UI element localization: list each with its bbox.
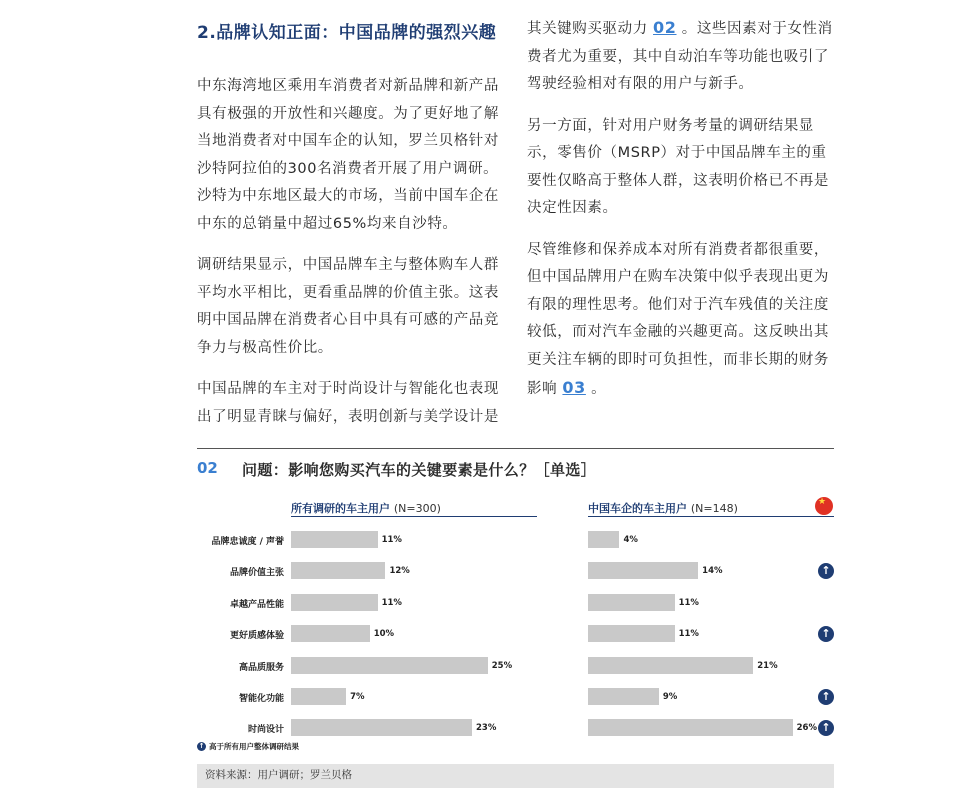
left-paragraph-1: 中东海湾地区乘用车消费者对新品牌和新产品具有极强的开放性和兴趣度。为了更好地了解当地消费者对中国车企的认知，罗兰贝格针对沙特阿拉伯的300名消费者开展了用户调研。沙特为中东地区最大的市场，当前中国车企在中东的总销量中超过65%均来自沙特。: [197, 78, 499, 232]
right-paragraph-1: [527, 14, 835, 99]
up-arrow-icon: ↑: [818, 626, 834, 642]
right-paragraph-1-tail: 。这些因素对于女性消费者尤为重要，其中自动泊车等功能也吸引了驾驶经验相对有限的用户与新手。: [527, 21, 833, 92]
panel-title-all-n: (N=300): [393, 502, 441, 515]
bar-value-label-cn: 21%: [757, 660, 778, 671]
bar-value-label-cn: 26%: [796, 723, 817, 734]
bar-cn: [588, 688, 659, 705]
panel-title-cn: [588, 500, 738, 516]
bar-cn: [588, 531, 619, 548]
up-arrow-icon: ↑: [818, 563, 834, 579]
bar-value-label-all: 11%: [381, 597, 402, 608]
bar-cn: [588, 562, 698, 579]
panel-title-cn-name: 中国车企的车主用户: [588, 502, 687, 515]
bar-value-label-cn: 11%: [678, 629, 699, 640]
panel-rule-cn: [588, 516, 834, 517]
right-paragraph-3-text: 尽管维修和保养成本对所有消费者都很重要，但中国品牌用户在购车决策中似乎表现出更为有限的理性思考。他们对于汽车残值的关注度较低，而对汽车金融的兴趣更高。这反映出其更关注车辆的即时可负担性，而非长期的财务影响: [527, 241, 829, 397]
bar-value-label-all: 10%: [373, 629, 395, 640]
bar-value-label-all: 23%: [476, 723, 497, 734]
bar-all: [291, 531, 378, 548]
bar-value-label-all: 12%: [389, 566, 410, 577]
panel-rule-all: [291, 516, 537, 517]
bar-all: [291, 657, 488, 674]
bar-value-label-cn: 9%: [662, 692, 678, 702]
category-label: 智能化功能: [238, 694, 284, 704]
bar-value-label-cn: 4%: [623, 535, 638, 545]
right-paragraph-3-tail: 。: [591, 381, 607, 397]
bar-all: [291, 719, 472, 736]
bar-value-label-all: 11%: [381, 535, 402, 545]
bar-value-label-cn: 14%: [702, 566, 723, 577]
bar-value-label-all: 7%: [350, 692, 365, 702]
category-label: 高品质服务: [238, 662, 284, 673]
left-paragraph-3: 中国品牌的车主对于时尚设计与智能化也表现出了明显青睐与偏好，表明创新与美学设计是: [197, 381, 499, 425]
category-label: 品牌价值主张: [229, 568, 284, 579]
panel-title-all: [291, 500, 441, 516]
section-heading: 2.品牌认知正面：中国品牌的强烈兴趣: [197, 23, 497, 43]
figure-ref-03[interactable]: 03: [562, 378, 586, 397]
left-paragraph-2: 调研结果显示，中国品牌车主与整体购车人群平均水平相比，更看重品牌的价值主张。这表明中国品牌在消费者心目中具有可感的产品竞争力与极高性价比。: [197, 257, 499, 356]
left-column: [197, 14, 505, 445]
category-label: 品牌忠诚度 / 声誉: [211, 537, 284, 547]
right-paragraph-3: [527, 237, 835, 404]
category-label: 卓越产品性能: [229, 599, 284, 610]
legend-note: 高于所有用户整体调研结果: [209, 742, 299, 751]
chart-top-divider: [197, 448, 834, 449]
panel-title-all-name: 所有调研的车主用户: [291, 502, 390, 515]
right-paragraph-2: 另一方面，针对用户财务考量的调研结果显示，零售价（MSRP）对于中国品牌车主的重要性仅略高于整体人群，这表明价格已不再是决定性因素。: [527, 117, 829, 216]
chart-figure-number: 02: [197, 459, 218, 477]
china-flag-icon: [815, 497, 833, 515]
panel-title-cn-n: (N=148): [690, 502, 738, 515]
up-arrow-icon: ↑: [198, 742, 205, 750]
bar-value-label-all: 25%: [491, 660, 513, 671]
bar-all: [291, 688, 346, 705]
bar-cn: [588, 625, 675, 642]
figure-ref-02[interactable]: 02: [653, 18, 677, 37]
right-column: [527, 14, 835, 418]
chart-legend: [197, 741, 299, 752]
bar-all: [291, 562, 385, 579]
category-label: 更好质感体验: [229, 631, 284, 642]
source-note: 资料来源：用户调研；罗兰贝格: [197, 764, 834, 788]
up-arrow-icon: ↑: [818, 689, 834, 705]
bar-cn: [588, 594, 675, 611]
chart-title: 问题：影响您购买汽车的关键要素是什么？［单选］: [242, 461, 597, 479]
category-label: 时尚设计: [247, 725, 284, 736]
bar-cn: [588, 719, 793, 736]
bar-all: [291, 594, 378, 611]
bar-value-label-cn: 11%: [678, 597, 699, 608]
bar-all: [291, 625, 370, 642]
right-paragraph-1-text: 其关键购买驱动力: [527, 21, 648, 37]
up-arrow-icon: ↑: [818, 720, 834, 736]
bar-cn: [588, 657, 753, 674]
